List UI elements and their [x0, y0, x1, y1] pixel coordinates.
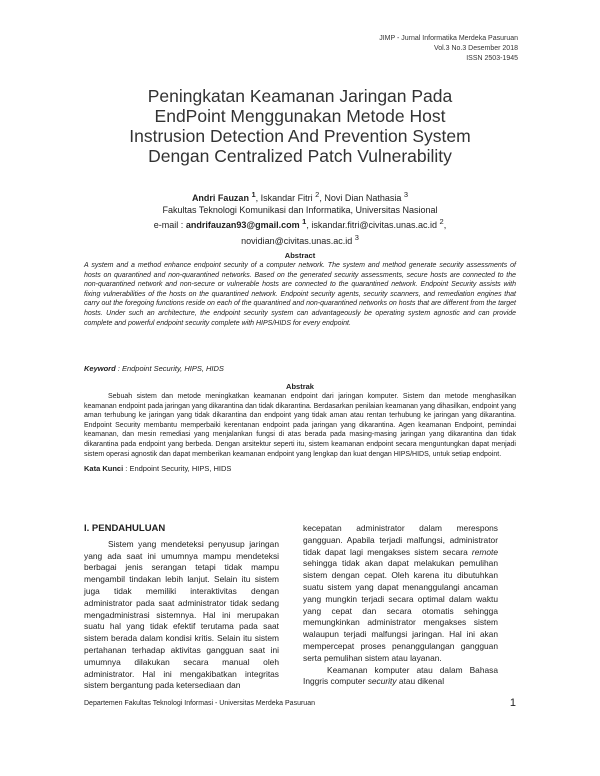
- abstrak-heading: Abstrak: [286, 382, 314, 391]
- kata-kunci-line: [84, 464, 516, 473]
- journal-issn: ISSN 2503-1945: [466, 55, 518, 62]
- main-author: Andri Fauzan: [191, 193, 249, 203]
- email-line-2: [60, 232, 540, 248]
- author-block: [60, 189, 540, 247]
- title-line-2: EndPoint Menggunakan Metode Host: [154, 106, 446, 126]
- author-3: , Novi Dian Nathasia: [319, 193, 404, 203]
- journal-issue: Vol.3 No.3 Desember 2018: [433, 45, 518, 52]
- para2-italic: remote: [471, 546, 498, 557]
- author-sup-2: 2: [315, 190, 320, 199]
- email-2[interactable]: , iskandar.fitri@civitas.unas.ac.id: [306, 220, 440, 230]
- section-heading: I. PENDAHULUAN: [84, 523, 166, 534]
- author-sup-1: 1: [251, 190, 256, 199]
- kata-kunci-text: : Endpoint Security, HIPS, HIDS: [123, 464, 232, 473]
- footer-text: Departemen Fakultas Teknologi Informasi - Universitas Merdeka Pasuruan: [84, 700, 315, 707]
- para3-text-b: atau dikenal: [396, 676, 445, 687]
- email-sup-2: 2: [439, 217, 444, 226]
- column-left: [84, 523, 279, 692]
- email-line: e-mail : andrifauzan93@gmail.com $^1$, iskandar.fitri@civitas.unas.ac.id $^2$,: [153, 217, 447, 230]
- intro-paragraph-3: [303, 665, 498, 689]
- page-footer: [84, 697, 516, 709]
- para3-italic: security: [367, 676, 397, 687]
- journal-name: JIMP - Jurnal Informatika Merdeka Pasuruan: [379, 35, 518, 42]
- author-line: [60, 189, 540, 205]
- para2-text-b: sehingga tidak akan dapat melakukan pemulihan sistem dengan cepat. Oleh karena itu dibutuhkan suatu sistem yang dapat menanggulangi ancaman yang mungkin terjadi secara optimal dalam waktu yang cepat dan secara otomatis sehingga memungkinkan administrator mengakses sistem walaupun terjadi malfungsi jaringan. Hal ini akan mempercepat proses penanggulangan gangguan serta pemulihan sistem atau layanan.: [303, 558, 498, 663]
- intro-paragraph-1: Sistem yang mendeteksi penyusup jaringan yang ada saat ini umumnya mampu mendeteksi berbagai jenis serangan tetapi tidak mampu mengambil tindakan lebih lanjut. Selain itu sistem juga tidak memiliki interaktivitas dengan administrator pada saat administrator tidak sedang mengadministrasi sistemnya. Hal ini merupakan suatu hal yang tidak efektif terutama pada saat sistem berada dalam kondisi kritis. Selain itu sistem pertahanan terhadap aktivitas gangguan saat ini umumnya dilakukan secara manual oleh administrator. Hal ini mengakibatkan integritas sistem bergantung pada ketersediaan dan: [84, 538, 279, 691]
- author-2: , Iskandar Fitri: [255, 193, 316, 203]
- email-sup-1: 1: [302, 217, 307, 226]
- title-line-4: Dengan Centralized Patch Vulnerability: [148, 146, 452, 166]
- column-right: [303, 523, 498, 688]
- affiliation: Fakultas Teknologi Komunikasi dan Informatika, Universitas Nasional: [162, 204, 438, 215]
- email-sup-3: 3: [354, 232, 359, 242]
- title-line-3: Instrusion Detection And Prevention System: [129, 126, 471, 146]
- para2-text-a: kecepatan administrator dalam merespons gangguan. Apabila terjadi malfungsi, administrator tidak dapat lagi mengakses sistem secara: [303, 523, 498, 557]
- abstract-text: A system and a method enhance endpoint security of a computer network. The system and method generate security assessments of hosts on quarantined and non-quarantined networks. Based on the generated security assessments, secure hosts are connected to the non-quarantined network and non-secure or vulnerable hosts are connected to the quarantined network. Endpoint Security assists with fixing vulnerabilities of the hosts on the quarantined network. Endpoint security agents, security scanners, and remediation engines that carry out the foregoing functions reside on each of the quarantined and non-quarantined networks on hosts that are different from the target hosts. Under such an architecture, the endpoint security system can advantageously be operating system agnostic and can provide complete and powerful endpoint security complete with HIPS/HIDS for every endpoint.: [84, 262, 516, 327]
- page-number: 1: [509, 697, 516, 709]
- journal-header: [379, 34, 518, 64]
- para3-text-a: Keamanan komputer atau dalam Bahasa Inggris computer: [303, 664, 498, 687]
- keyword-text: : Endpoint Security, HIPS, HIDS: [115, 364, 224, 373]
- title-line-1: Peningkatan Keamanan Jaringan Pada: [147, 86, 453, 106]
- email-label: e-mail :: [153, 220, 186, 230]
- author-sup-3: 3: [403, 190, 409, 199]
- email-1[interactable]: andrifauzan93@gmail.com: [185, 220, 300, 230]
- kata-kunci-label: Kata Kunci: [84, 464, 124, 473]
- keyword-label: Keyword: [84, 364, 116, 373]
- intro-paragraph-2: [303, 523, 498, 665]
- abstract-heading: Abstract: [284, 251, 316, 260]
- email-3[interactable]: novidian@civitas.unas.ac.id: [241, 235, 355, 246]
- abstrak-text: Sebuah sistem dan metode meningkatkan keamanan endpoint dari jaringan komputer. Sistem dan metode menghasilkan keamanan endpoint pada jaringan yang dikarantina dan tidak dikarantina. Berdasarkan penilaian keamanan yang dihasilkan, endpoint yang aman terhubung ke jaringan yang tidak dikarantina dan endpoint yang tidak aman atau rentan terhubung ke jaringan yang dikarantina. Endpoint Security membantu memperbaiki kerentanan endpoint pada jaringan yang dikarantina. Agen keamanan Endpoint, pemindai keamanan, dan mesin remediasi yang menjalankan fungsi di atas berada pada masing-masing jaringan yang dikarantina dan tidak dikarantina pada endpoint yang berbeda. Dengan arsitektur seperti itu, sistem keamanan endpoint secara menguntungkan dapat menjadi sistem operasi agnostik dan dapat memberikan keamanan endpoint yang lengkap dan kuat dengan HIPS/HIDS, untuk setiap endpoint.: [84, 393, 516, 458]
- keyword-line: [84, 364, 516, 373]
- paper-title: [60, 86, 540, 166]
